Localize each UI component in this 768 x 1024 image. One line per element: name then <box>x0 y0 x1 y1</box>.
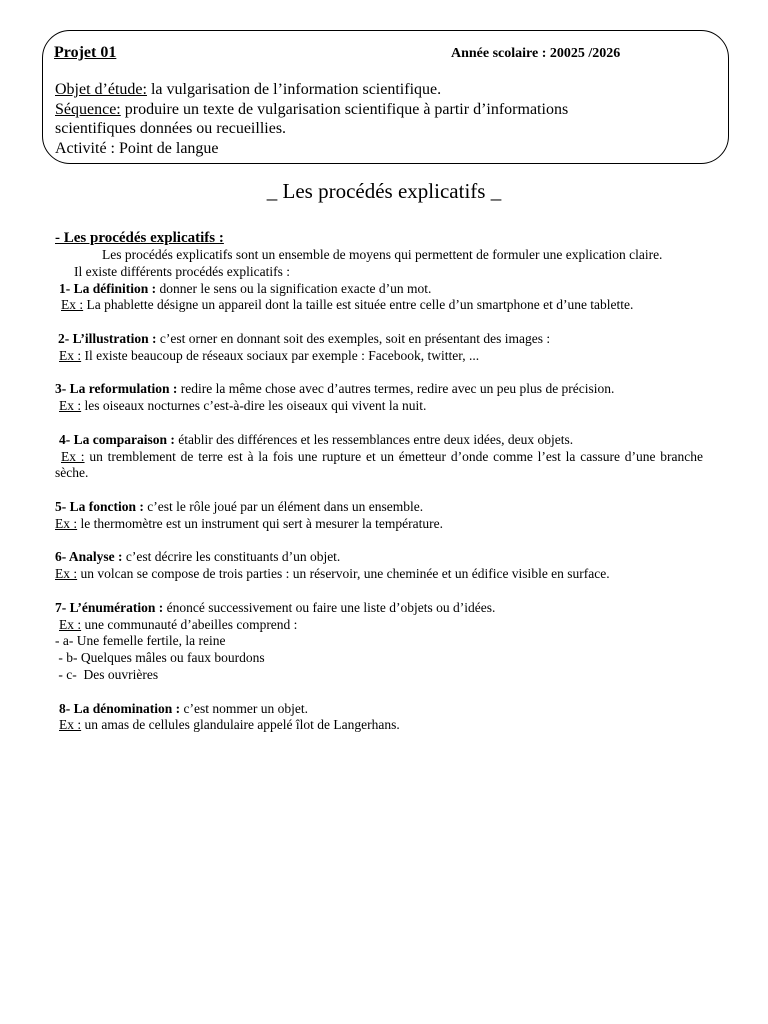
item-2-label: 2- L’illustration : <box>58 330 157 346</box>
sequence-line-2: scientifiques données ou recueillies. <box>55 120 287 137</box>
item-7-example <box>55 617 703 634</box>
item-8-ex-text: un amas de cellules glandulaire appelé îlot de Langerhans. <box>81 717 400 733</box>
intro-list-lead: Il existe différents procédés explicatifs : <box>74 263 291 279</box>
item-6-example <box>55 566 703 583</box>
item-3-example <box>55 398 703 415</box>
item-7 <box>55 600 703 617</box>
ex-label: Ex : <box>59 616 82 632</box>
item-5 <box>55 499 703 516</box>
item-6 <box>55 549 703 566</box>
item-4-example <box>55 449 703 483</box>
section-title: - Les procédés explicatifs : <box>55 230 224 246</box>
item-5-ex-text: le thermomètre est un instrument qui sert à mesurer la température. <box>77 515 443 531</box>
sequence-text-1: produire un texte de vulgarisation scientifique à partir d’informations <box>120 101 569 118</box>
ex-label: Ex : <box>55 515 78 531</box>
objet-line <box>55 80 675 99</box>
ex-label: Ex : <box>61 448 85 464</box>
item-2-example <box>55 348 703 365</box>
item-1-ex-text: La phablette désigne un appareil dont la taille est située entre celle d’un smartphone et d’une tablette. <box>83 297 634 313</box>
item-2 <box>55 331 703 348</box>
page-title: _ Les procédés explicatifs _ <box>266 179 502 203</box>
item-6-ex-text: un volcan se compose de trois parties : un réservoir, une cheminée et un édifice visible en surface. <box>77 566 610 582</box>
enum-item-c: - c- Des ouvrières <box>55 666 159 682</box>
item-3-label: 3- La reformulation : <box>55 381 178 397</box>
activite-line: Activité : Point de langue <box>55 140 219 157</box>
item-7-ex-text: une communauté d’abeilles comprend : <box>81 616 298 632</box>
item-8-label: 8- La dénomination : <box>59 700 181 716</box>
item-4-label: 4- La comparaison : <box>59 431 175 447</box>
item-5-text: c’est le rôle joué par un élément dans un ensemble. <box>143 498 424 514</box>
content <box>55 229 703 734</box>
school-year: Année scolaire : 20025 /2026 <box>451 46 621 61</box>
item-2-text: c’est orner en donnant soit des exemples, soit en présentant des images : <box>156 330 551 346</box>
item-1-text: donner le sens ou la signification exacte d’un mot. <box>156 280 432 296</box>
enum-item-b: - b- Quelques mâles ou faux bourdons <box>55 650 265 666</box>
project-label: Projet 01 <box>54 44 117 61</box>
ex-label: Ex : <box>61 297 84 313</box>
ex-label: Ex : <box>59 398 82 414</box>
item-4-ex-text: un tremblement de terre est à la fois une rupture et un émetteur d’onde comme l’est la cassure d’une branche sèche. <box>55 448 703 481</box>
item-8-example <box>55 717 703 734</box>
item-6-label: 6- Analyse : <box>55 549 123 565</box>
item-2-ex-text: Il existe beaucoup de réseaux sociaux par exemple : Facebook, twitter, ... <box>81 347 480 363</box>
item-7-label: 7- L’énumération : <box>55 599 164 615</box>
item-3-text: redire la même chose avec d’autres termes, redire avec un peu plus de précision. <box>177 381 615 397</box>
sequence-label: Séquence: <box>55 101 121 118</box>
objet-text: la vulgarisation de l’information scientifique. <box>146 81 442 98</box>
sequence-line <box>55 100 675 119</box>
item-3-ex-text: les oiseaux nocturnes c’est-à-dire les oiseaux qui vivent la nuit. <box>81 398 427 414</box>
item-7-text: énoncé successivement ou faire une liste d’objets ou d’idées. <box>163 599 496 615</box>
item-4-text: établir des différences et les ressemblances entre deux idées, deux objets. <box>174 431 574 447</box>
item-1 <box>55 281 703 298</box>
item-6-text: c’est décrire les constituants d’un objet. <box>122 549 341 565</box>
item-5-label: 5- La fonction : <box>55 498 144 514</box>
objet-label: Objet d’étude: <box>55 81 147 98</box>
item-4 <box>55 432 703 449</box>
item-8 <box>55 701 703 718</box>
ex-label: Ex : <box>59 717 82 733</box>
item-1-label: 1- La définition : <box>59 280 157 296</box>
item-3 <box>55 381 703 398</box>
item-1-example <box>55 297 703 314</box>
item-5-example <box>55 516 703 533</box>
enum-item-a: - a- Une femelle fertile, la reine <box>55 633 226 649</box>
ex-label: Ex : <box>59 347 82 363</box>
intro-paragraph: Les procédés explicatifs sont un ensemble de moyens qui permettent de formuler une explication claire. <box>102 247 663 262</box>
ex-label: Ex : <box>55 566 78 582</box>
item-8-text: c’est nommer un objet. <box>180 700 308 716</box>
